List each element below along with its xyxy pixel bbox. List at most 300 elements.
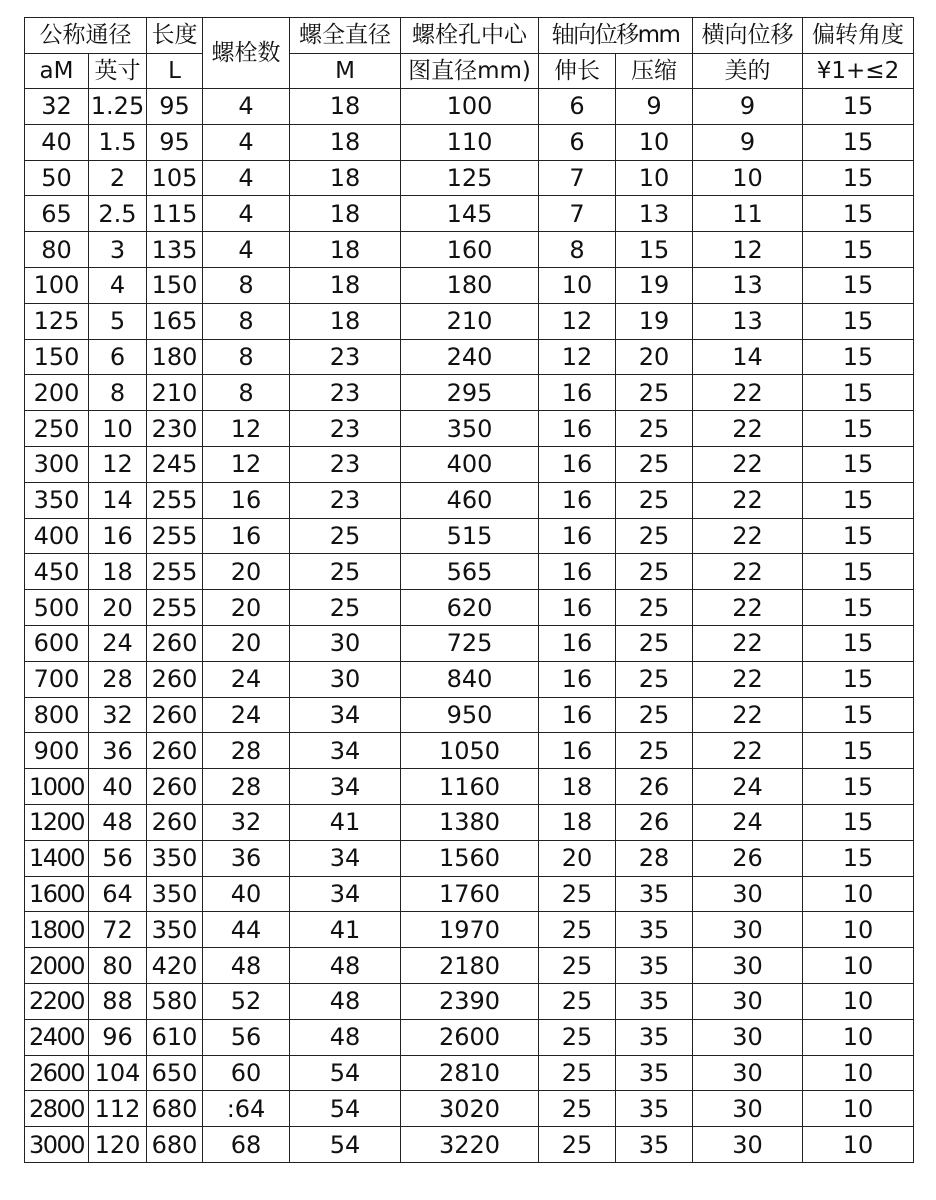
cell-deflection-angle: 15: [803, 733, 914, 769]
cell-compression: 10: [616, 124, 693, 160]
cell-bolt-diameter: 41: [290, 912, 401, 948]
cell-bolt-circle: 125: [401, 160, 539, 196]
table-row: [25, 1091, 914, 1127]
cell-lateral-displacement: 30: [693, 983, 803, 1019]
cell-bolt-circle: 1970: [401, 912, 539, 948]
cell-compression: 19: [616, 303, 693, 339]
cell-bolt-diameter: 18: [290, 267, 401, 303]
cell-bolt-count: 28: [203, 769, 290, 805]
table-row: [25, 697, 914, 733]
cell-bolt-diameter: 48: [290, 1019, 401, 1055]
cell-dn-mm: 125: [25, 303, 89, 339]
table-row: [25, 983, 914, 1019]
cell-dn-inch: 28: [89, 661, 147, 697]
cell-dn-mm: 150: [25, 339, 89, 375]
cell-bolt-count: 28: [203, 733, 290, 769]
cell-length: 260: [147, 661, 203, 697]
cell-extension: 25: [539, 1091, 616, 1127]
cell-extension: 16: [539, 482, 616, 518]
cell-compression: 35: [616, 948, 693, 984]
cell-lateral-displacement: 22: [693, 446, 803, 482]
table-row: [25, 518, 914, 554]
cell-dn-inch: 14: [89, 482, 147, 518]
cell-lateral-displacement: 30: [693, 1091, 803, 1127]
cell-extension: 25: [539, 912, 616, 948]
table-row: [25, 661, 914, 697]
cell-bolt-circle: 565: [401, 554, 539, 590]
cell-bolt-circle: 210: [401, 303, 539, 339]
cell-compression: 25: [616, 733, 693, 769]
header-row-top: [25, 18, 914, 54]
header-nominal-diameter: 公称通径: [25, 18, 147, 54]
table-row: [25, 804, 914, 840]
cell-compression: 25: [616, 590, 693, 626]
cell-lateral-displacement: 22: [693, 625, 803, 661]
cell-extension: 25: [539, 1055, 616, 1091]
table-row: [25, 411, 914, 447]
cell-deflection-angle: 10: [803, 1091, 914, 1127]
cell-bolt-count: 20: [203, 590, 290, 626]
cell-lateral-displacement: 9: [693, 124, 803, 160]
cell-bolt-diameter: 23: [290, 411, 401, 447]
cell-length: 115: [147, 196, 203, 232]
cell-bolt-circle: 2810: [401, 1055, 539, 1091]
cell-extension: 16: [539, 554, 616, 590]
cell-dn-inch: 5: [89, 303, 147, 339]
cell-extension: 6: [539, 124, 616, 160]
cell-lateral-displacement: 24: [693, 769, 803, 805]
cell-dn-mm: 2400: [25, 1019, 89, 1055]
table-row: [25, 339, 914, 375]
cell-dn-mm: 350: [25, 482, 89, 518]
cell-dn-inch: 10: [89, 411, 147, 447]
cell-bolt-diameter: 54: [290, 1127, 401, 1163]
cell-lateral-displacement: 22: [693, 518, 803, 554]
cell-lateral-displacement: 13: [693, 303, 803, 339]
cell-bolt-circle: 2600: [401, 1019, 539, 1055]
cell-bolt-count: 16: [203, 482, 290, 518]
cell-deflection-angle: 15: [803, 769, 914, 805]
cell-bolt-diameter: 18: [290, 89, 401, 125]
table-row: [25, 1019, 914, 1055]
cell-deflection-angle: 15: [803, 160, 914, 196]
cell-bolt-circle: 1160: [401, 769, 539, 805]
cell-compression: 26: [616, 804, 693, 840]
cell-extension: 18: [539, 804, 616, 840]
cell-deflection-angle: 10: [803, 1019, 914, 1055]
cell-dn-inch: 6: [89, 339, 147, 375]
cell-length: 150: [147, 267, 203, 303]
cell-extension: 18: [539, 769, 616, 805]
cell-length: 680: [147, 1127, 203, 1163]
cell-deflection-angle: 15: [803, 303, 914, 339]
cell-deflection-angle: 10: [803, 912, 914, 948]
cell-dn-inch: 64: [89, 876, 147, 912]
cell-dn-mm: 800: [25, 697, 89, 733]
cell-compression: 25: [616, 411, 693, 447]
cell-extension: 16: [539, 661, 616, 697]
cell-dn-inch: 36: [89, 733, 147, 769]
cell-dn-inch: 96: [89, 1019, 147, 1055]
cell-dn-inch: 56: [89, 840, 147, 876]
cell-bolt-circle: 460: [401, 482, 539, 518]
cell-dn-mm: 3000: [25, 1127, 89, 1163]
cell-lateral-displacement: 9: [693, 89, 803, 125]
cell-length: 420: [147, 948, 203, 984]
cell-bolt-diameter: 18: [290, 232, 401, 268]
header-compression: 压缩: [616, 54, 693, 89]
cell-lateral-displacement: 22: [693, 375, 803, 411]
cell-lateral-displacement: 14: [693, 339, 803, 375]
cell-compression: 25: [616, 446, 693, 482]
header-dn-inch: 英寸: [89, 54, 147, 89]
cell-bolt-circle: 180: [401, 267, 539, 303]
cell-deflection-angle: 15: [803, 590, 914, 626]
cell-bolt-diameter: 25: [290, 554, 401, 590]
cell-bolt-count: 48: [203, 948, 290, 984]
cell-lateral-displacement: 11: [693, 196, 803, 232]
cell-dn-inch: 120: [89, 1127, 147, 1163]
cell-compression: 13: [616, 196, 693, 232]
cell-extension: 16: [539, 446, 616, 482]
cell-dn-inch: 88: [89, 983, 147, 1019]
table-row: [25, 625, 914, 661]
cell-extension: 25: [539, 948, 616, 984]
cell-length: 255: [147, 518, 203, 554]
cell-length: 260: [147, 697, 203, 733]
cell-dn-inch: 80: [89, 948, 147, 984]
cell-lateral-displacement: 30: [693, 912, 803, 948]
header-lateral-displacement-line2: 美的: [693, 54, 803, 89]
cell-length: 260: [147, 625, 203, 661]
cell-dn-mm: 200: [25, 375, 89, 411]
cell-lateral-displacement: 12: [693, 232, 803, 268]
cell-compression: 35: [616, 876, 693, 912]
cell-dn-mm: 2800: [25, 1091, 89, 1127]
cell-dn-inch: 18: [89, 554, 147, 590]
header-row-sub: [25, 54, 914, 89]
cell-compression: 35: [616, 1019, 693, 1055]
cell-lateral-displacement: 22: [693, 411, 803, 447]
cell-length: 255: [147, 554, 203, 590]
cell-extension: 16: [539, 697, 616, 733]
cell-bolt-diameter: 34: [290, 697, 401, 733]
cell-bolt-count: 8: [203, 267, 290, 303]
cell-extension: 16: [539, 733, 616, 769]
cell-length: 95: [147, 89, 203, 125]
cell-bolt-diameter: 34: [290, 769, 401, 805]
table-row: [25, 124, 914, 160]
table-row: [25, 375, 914, 411]
cell-dn-inch: 2: [89, 160, 147, 196]
spec-table: [24, 17, 914, 1163]
cell-bolt-diameter: 54: [290, 1055, 401, 1091]
cell-bolt-circle: 160: [401, 232, 539, 268]
cell-bolt-diameter: 23: [290, 482, 401, 518]
cell-bolt-count: 40: [203, 876, 290, 912]
cell-bolt-count: 32: [203, 804, 290, 840]
cell-bolt-circle: 400: [401, 446, 539, 482]
cell-dn-inch: 8: [89, 375, 147, 411]
cell-compression: 25: [616, 625, 693, 661]
cell-length: 350: [147, 840, 203, 876]
cell-bolt-circle: 620: [401, 590, 539, 626]
cell-bolt-circle: 3220: [401, 1127, 539, 1163]
cell-dn-mm: 80: [25, 232, 89, 268]
cell-dn-mm: 32: [25, 89, 89, 125]
cell-bolt-circle: 1760: [401, 876, 539, 912]
cell-bolt-circle: 2390: [401, 983, 539, 1019]
header-length-symbol: L: [147, 54, 203, 89]
cell-dn-mm: 1400: [25, 840, 89, 876]
table-row: [25, 733, 914, 769]
cell-bolt-count: 36: [203, 840, 290, 876]
cell-deflection-angle: 15: [803, 518, 914, 554]
cell-dn-inch: 2.5: [89, 196, 147, 232]
cell-extension: 16: [539, 590, 616, 626]
cell-extension: 16: [539, 411, 616, 447]
cell-bolt-circle: 295: [401, 375, 539, 411]
cell-bolt-count: 4: [203, 124, 290, 160]
cell-bolt-circle: 515: [401, 518, 539, 554]
cell-bolt-diameter: 23: [290, 375, 401, 411]
cell-length: 580: [147, 983, 203, 1019]
table-row: [25, 876, 914, 912]
cell-bolt-count: 8: [203, 339, 290, 375]
cell-bolt-diameter: 18: [290, 160, 401, 196]
cell-deflection-angle: 15: [803, 697, 914, 733]
cell-deflection-angle: 15: [803, 554, 914, 590]
cell-dn-inch: 20: [89, 590, 147, 626]
cell-extension: 16: [539, 375, 616, 411]
cell-compression: 15: [616, 232, 693, 268]
cell-deflection-angle: 15: [803, 446, 914, 482]
cell-dn-mm: 100: [25, 267, 89, 303]
cell-dn-inch: 3: [89, 232, 147, 268]
cell-dn-mm: 50: [25, 160, 89, 196]
header-deflection-angle-line1: 偏转角度: [803, 18, 914, 54]
cell-dn-mm: 1800: [25, 912, 89, 948]
cell-bolt-diameter: 34: [290, 840, 401, 876]
cell-extension: 20: [539, 840, 616, 876]
cell-lateral-displacement: 22: [693, 590, 803, 626]
cell-lateral-displacement: 22: [693, 554, 803, 590]
cell-bolt-diameter: 18: [290, 124, 401, 160]
cell-compression: 35: [616, 912, 693, 948]
cell-extension: 25: [539, 1127, 616, 1163]
cell-bolt-diameter: 48: [290, 983, 401, 1019]
cell-deflection-angle: 15: [803, 124, 914, 160]
header-axial-displacement: 轴向位移mm: [539, 18, 693, 54]
table-row: [25, 1127, 914, 1163]
cell-compression: 10: [616, 160, 693, 196]
cell-deflection-angle: 15: [803, 840, 914, 876]
cell-compression: 26: [616, 769, 693, 805]
cell-lateral-displacement: 30: [693, 1055, 803, 1091]
cell-compression: 35: [616, 1091, 693, 1127]
cell-length: 230: [147, 411, 203, 447]
cell-lateral-displacement: 22: [693, 661, 803, 697]
cell-lateral-displacement: 30: [693, 876, 803, 912]
cell-bolt-diameter: 25: [290, 590, 401, 626]
table-body: [25, 18, 914, 1163]
cell-lateral-displacement: 30: [693, 1127, 803, 1163]
table-row: [25, 303, 914, 339]
cell-extension: 7: [539, 160, 616, 196]
cell-lateral-displacement: 22: [693, 697, 803, 733]
cell-length: 165: [147, 303, 203, 339]
cell-bolt-circle: 950: [401, 697, 539, 733]
table-row: [25, 554, 914, 590]
cell-compression: 25: [616, 518, 693, 554]
cell-dn-mm: 250: [25, 411, 89, 447]
cell-dn-mm: 500: [25, 590, 89, 626]
cell-bolt-circle: 1050: [401, 733, 539, 769]
cell-deflection-angle: 15: [803, 267, 914, 303]
table-row: [25, 840, 914, 876]
cell-length: 650: [147, 1055, 203, 1091]
cell-bolt-count: 24: [203, 697, 290, 733]
cell-dn-mm: 65: [25, 196, 89, 232]
cell-dn-mm: 2600: [25, 1055, 89, 1091]
table-row: [25, 912, 914, 948]
table-row: [25, 948, 914, 984]
cell-compression: 25: [616, 375, 693, 411]
cell-length: 95: [147, 124, 203, 160]
cell-length: 260: [147, 733, 203, 769]
cell-bolt-diameter: 34: [290, 733, 401, 769]
cell-bolt-diameter: 25: [290, 518, 401, 554]
cell-length: 255: [147, 590, 203, 626]
cell-dn-mm: 40: [25, 124, 89, 160]
cell-lateral-displacement: 26: [693, 840, 803, 876]
cell-deflection-angle: 10: [803, 1127, 914, 1163]
cell-bolt-diameter: 48: [290, 948, 401, 984]
cell-bolt-circle: 240: [401, 339, 539, 375]
cell-length: 680: [147, 1091, 203, 1127]
table-row: [25, 1055, 914, 1091]
cell-compression: 35: [616, 1055, 693, 1091]
header-bolt-count: 螺栓数: [203, 18, 290, 89]
cell-compression: 9: [616, 89, 693, 125]
cell-extension: 12: [539, 339, 616, 375]
cell-compression: 19: [616, 267, 693, 303]
cell-lateral-displacement: 22: [693, 482, 803, 518]
cell-bolt-diameter: 18: [290, 303, 401, 339]
header-bolt-circle-line2: 图直径mm): [401, 54, 539, 89]
cell-lateral-displacement: 30: [693, 1019, 803, 1055]
cell-bolt-circle: 2180: [401, 948, 539, 984]
cell-bolt-count: 12: [203, 411, 290, 447]
cell-dn-inch: 24: [89, 625, 147, 661]
cell-bolt-circle: 100: [401, 89, 539, 125]
cell-bolt-circle: 840: [401, 661, 539, 697]
cell-compression: 35: [616, 1127, 693, 1163]
cell-bolt-count: 4: [203, 89, 290, 125]
cell-deflection-angle: 15: [803, 89, 914, 125]
cell-dn-inch: 40: [89, 769, 147, 805]
cell-deflection-angle: 15: [803, 661, 914, 697]
cell-extension: 16: [539, 518, 616, 554]
cell-deflection-angle: 15: [803, 482, 914, 518]
table-row: [25, 160, 914, 196]
table-row: [25, 196, 914, 232]
cell-deflection-angle: 10: [803, 948, 914, 984]
cell-dn-mm: 400: [25, 518, 89, 554]
cell-dn-inch: 1.25: [89, 89, 147, 125]
cell-dn-inch: 32: [89, 697, 147, 733]
cell-bolt-count: 20: [203, 625, 290, 661]
cell-deflection-angle: 15: [803, 804, 914, 840]
cell-bolt-diameter: 34: [290, 876, 401, 912]
cell-extension: 25: [539, 1019, 616, 1055]
cell-deflection-angle: 10: [803, 1055, 914, 1091]
cell-compression: 20: [616, 339, 693, 375]
cell-bolt-count: 4: [203, 196, 290, 232]
header-extension: 伸长: [539, 54, 616, 89]
table-row: [25, 769, 914, 805]
header-deflection-angle-line2: ¥1+≤2: [803, 54, 914, 89]
cell-dn-inch: 16: [89, 518, 147, 554]
cell-bolt-count: 44: [203, 912, 290, 948]
cell-compression: 25: [616, 697, 693, 733]
header-bolt-diameter-symbol: M: [290, 54, 401, 89]
cell-deflection-angle: 15: [803, 339, 914, 375]
cell-bolt-count: 56: [203, 1019, 290, 1055]
cell-dn-inch: 12: [89, 446, 147, 482]
cell-compression: 25: [616, 661, 693, 697]
table-row: [25, 446, 914, 482]
cell-length: 105: [147, 160, 203, 196]
cell-bolt-diameter: 54: [290, 1091, 401, 1127]
cell-extension: 6: [539, 89, 616, 125]
header-bolt-diameter: 螺全直径: [290, 18, 401, 54]
cell-dn-inch: 72: [89, 912, 147, 948]
cell-length: 180: [147, 339, 203, 375]
cell-length: 260: [147, 804, 203, 840]
cell-bolt-count: 4: [203, 232, 290, 268]
cell-length: 255: [147, 482, 203, 518]
cell-bolt-diameter: 23: [290, 446, 401, 482]
cell-extension: 8: [539, 232, 616, 268]
cell-dn-mm: 2200: [25, 983, 89, 1019]
cell-bolt-count: 52: [203, 983, 290, 1019]
cell-length: 210: [147, 375, 203, 411]
cell-bolt-count: :64: [203, 1091, 290, 1127]
cell-length: 610: [147, 1019, 203, 1055]
cell-length: 260: [147, 769, 203, 805]
cell-dn-mm: 2000: [25, 948, 89, 984]
cell-bolt-circle: 350: [401, 411, 539, 447]
cell-deflection-angle: 15: [803, 232, 914, 268]
cell-dn-inch: 48: [89, 804, 147, 840]
cell-bolt-count: 12: [203, 446, 290, 482]
cell-length: 350: [147, 912, 203, 948]
cell-bolt-count: 4: [203, 160, 290, 196]
cell-length: 350: [147, 876, 203, 912]
cell-bolt-count: 20: [203, 554, 290, 590]
cell-deflection-angle: 10: [803, 983, 914, 1019]
cell-deflection-angle: 15: [803, 411, 914, 447]
cell-dn-mm: 1000: [25, 769, 89, 805]
table-row: [25, 267, 914, 303]
cell-deflection-angle: 10: [803, 876, 914, 912]
cell-length: 245: [147, 446, 203, 482]
cell-bolt-count: 68: [203, 1127, 290, 1163]
cell-dn-inch: 4: [89, 267, 147, 303]
cell-lateral-displacement: 13: [693, 267, 803, 303]
cell-extension: 12: [539, 303, 616, 339]
